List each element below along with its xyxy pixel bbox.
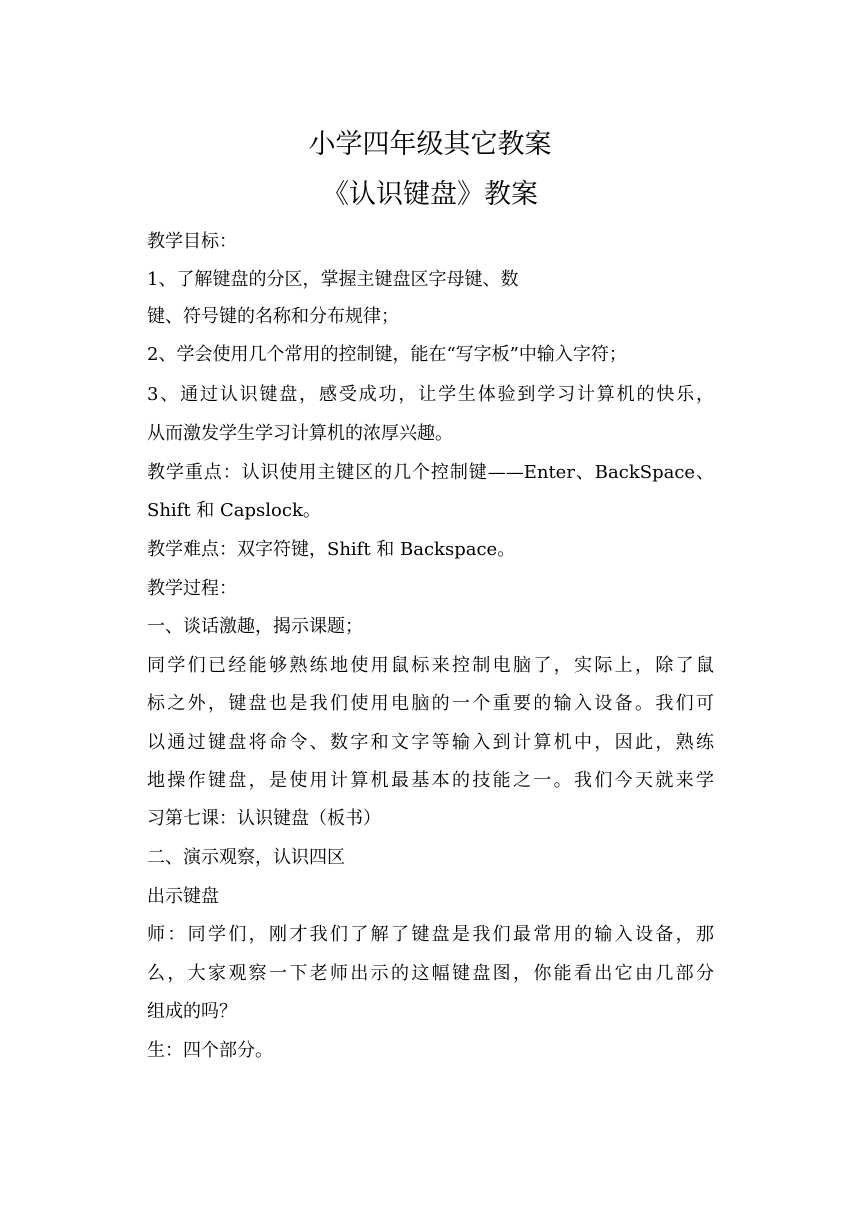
text-line: 习第七课：认识键盘（板书） xyxy=(147,808,381,829)
text-line: 同学们已经能够熟练地使用鼠标来控制电脑了，实际上，除了鼠 xyxy=(147,655,714,676)
text-line: 教学难点：双字符键，Shift 和 Backspace。 xyxy=(147,539,516,560)
text-line: 出示键盘 xyxy=(147,886,219,907)
text-line: 键、符号键的名称和分布规律； xyxy=(147,306,399,327)
text-line: 教学重点：认识使用主键区的几个控制键——Enter、BackSpace、 xyxy=(147,462,714,483)
text-line: 2、学会使用几个常用的控制键，能在“写字板”中输入字符； xyxy=(147,344,627,365)
text-line: 二、演示观察，认识四区 xyxy=(147,847,345,868)
text-line: 么，大家观察一下老师出示的这幅键盘图，你能看出它由几部分 xyxy=(147,963,714,984)
text-line: 地操作键盘，是使用计算机最基本的技能之一。我们今天就来学 xyxy=(147,770,714,791)
text-line: 标之外，键盘也是我们使用电脑的一个重要的输入设备。我们可 xyxy=(147,693,714,714)
document-title: 小学四年级其它教案 xyxy=(308,129,552,160)
text-line: 一、谈话激趣，揭示课题； xyxy=(147,616,363,637)
text-line: 教学目标： xyxy=(147,231,237,252)
text-line: 组成的吗？ xyxy=(147,1001,237,1022)
text-line: 生：四个部分。 xyxy=(147,1040,273,1061)
text-line: 教学过程： xyxy=(147,578,237,599)
text-line: 师：同学们，刚才我们了解了键盘是我们最常用的输入设备，那 xyxy=(147,924,714,945)
text-line: 1、了解键盘的分区，掌握主键盘区字母键、数 xyxy=(147,269,519,290)
document-subtitle: 《认识键盘》教案 xyxy=(322,179,538,210)
text-line: Shift 和 Capslock。 xyxy=(147,500,321,521)
text-line: 以通过键盘将命令、数字和文字等输入到计算机中，因此，熟练 xyxy=(147,732,714,753)
text-line: 3、通过认识键盘，感受成功，让学生体验到学习计算机的快乐， xyxy=(147,384,714,405)
text-line: 从而激发学生学习计算机的浓厚兴趣。 xyxy=(147,423,453,444)
